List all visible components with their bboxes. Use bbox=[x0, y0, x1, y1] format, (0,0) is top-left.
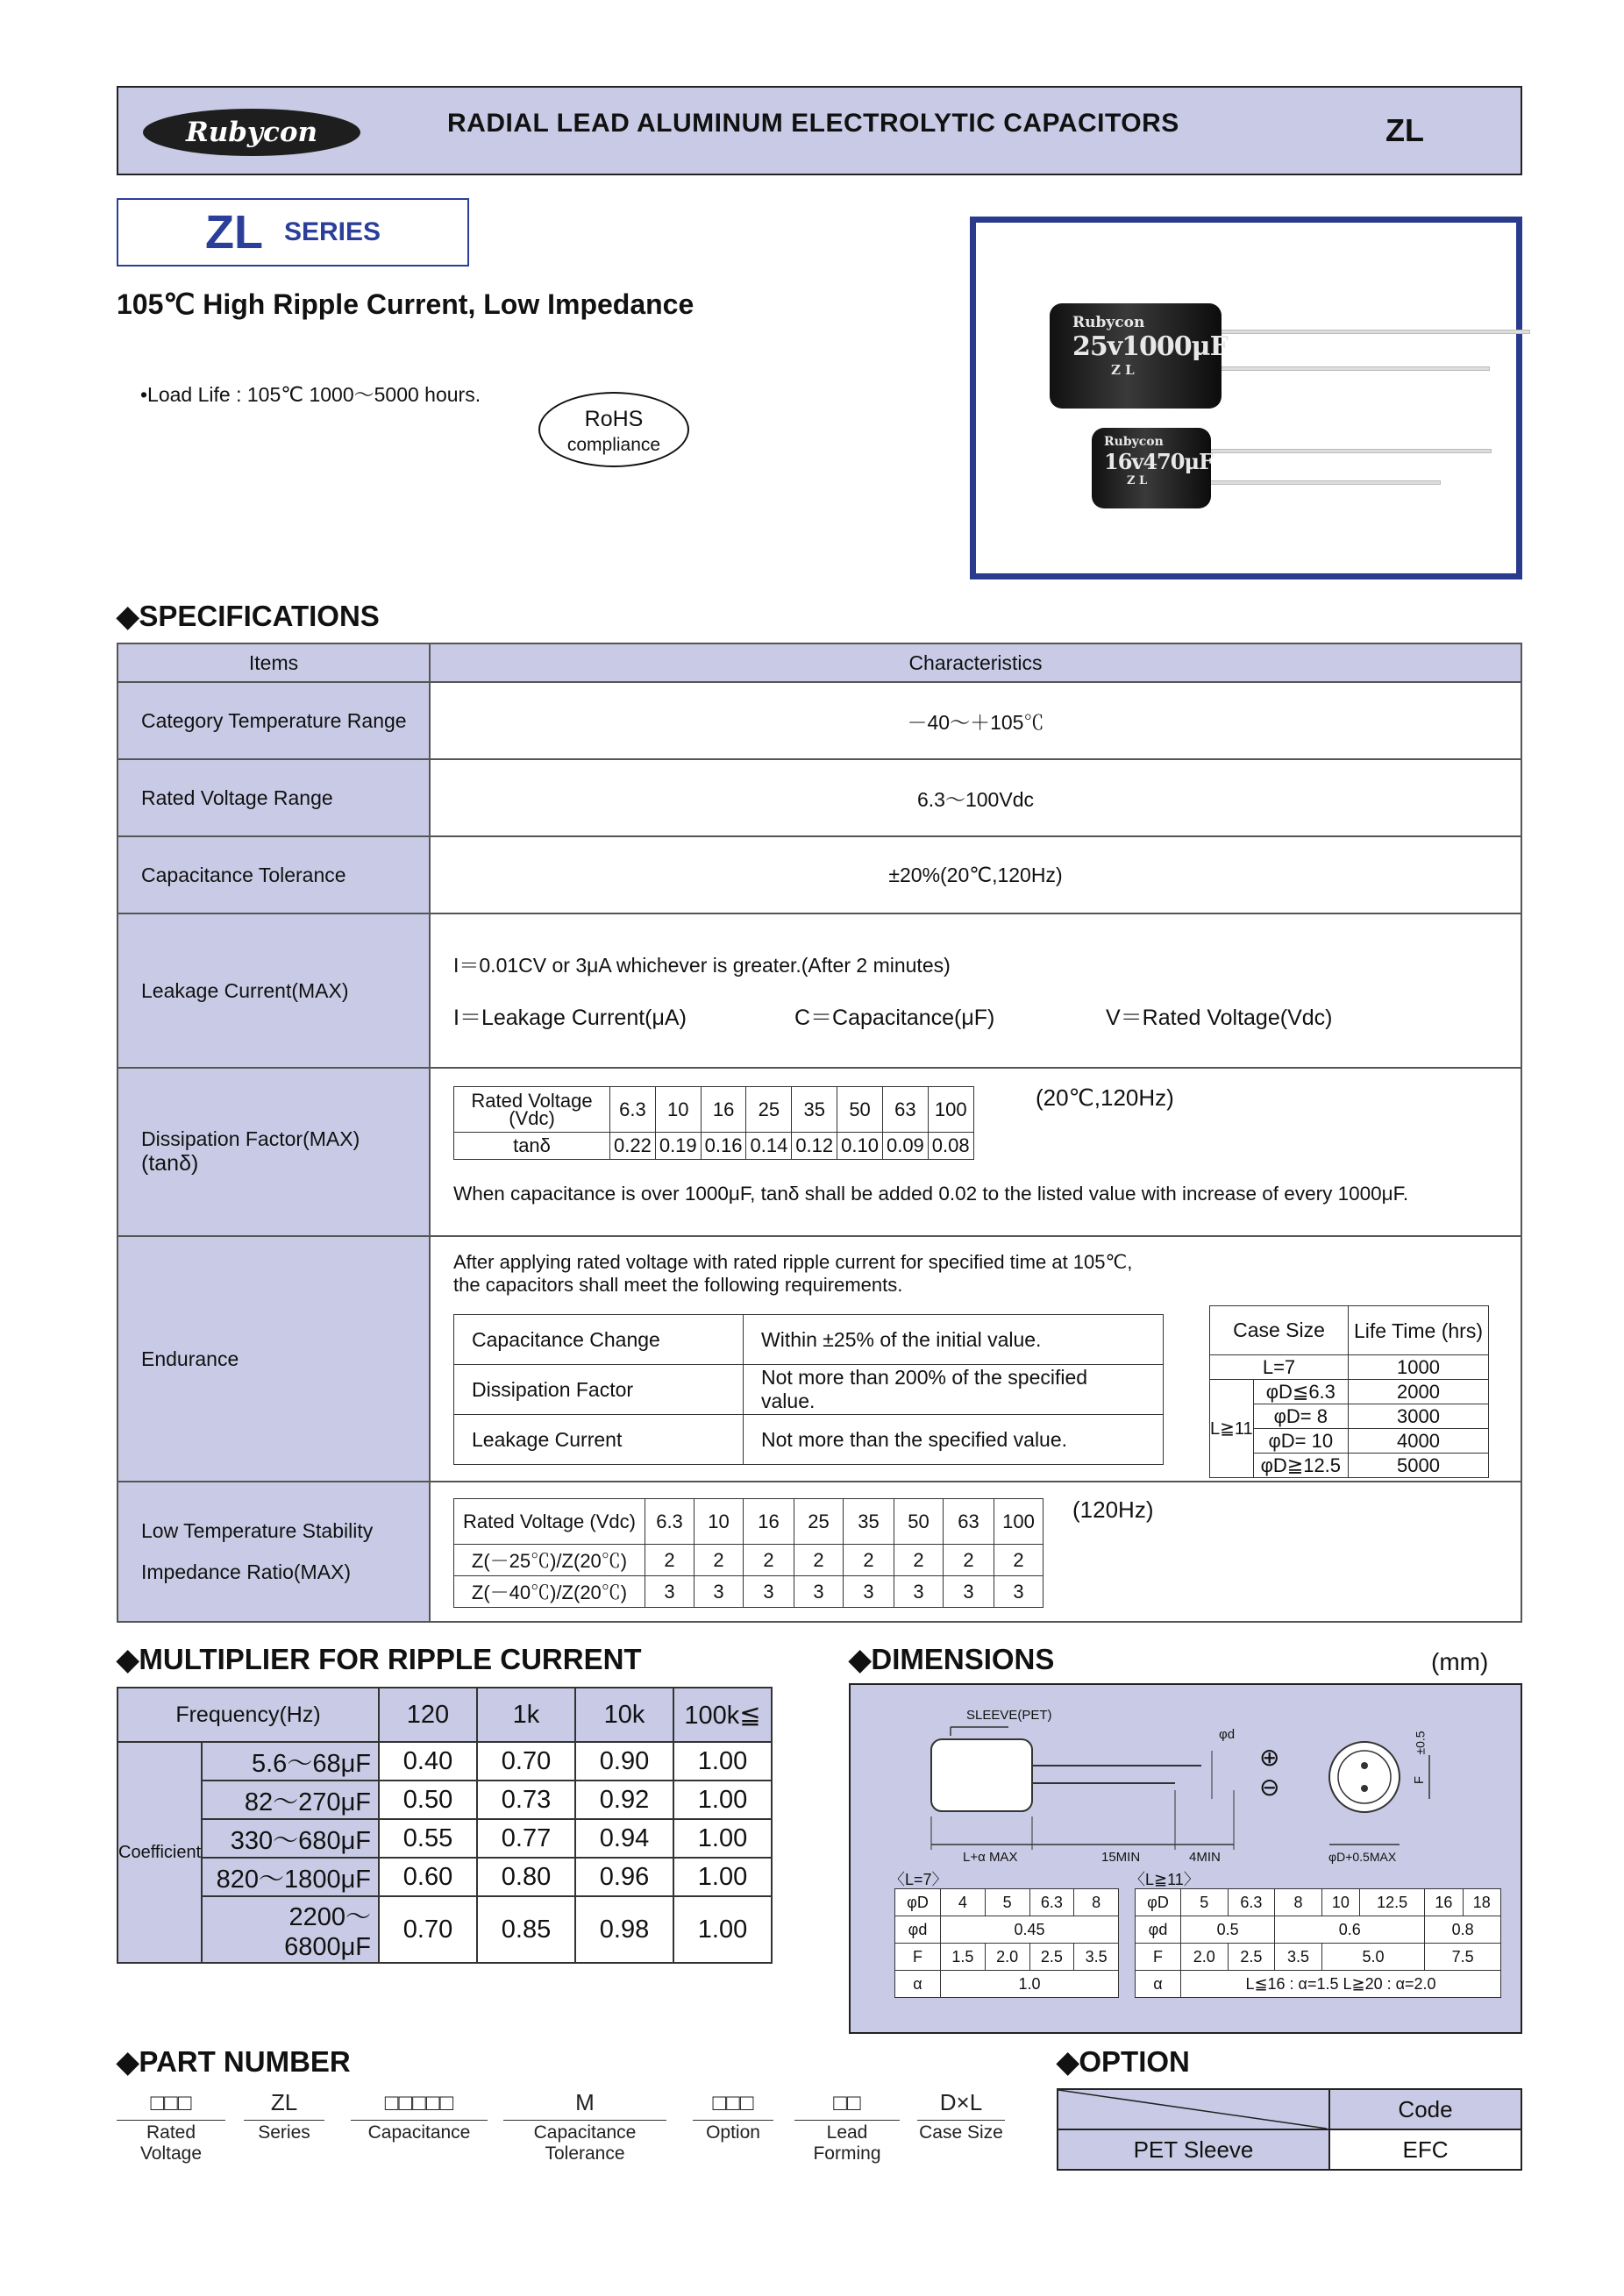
min4-label: 4MIN bbox=[1189, 1850, 1221, 1865]
cap-range: 330～680μF bbox=[202, 1819, 379, 1858]
req-value: Not more than the specified value. bbox=[744, 1415, 1164, 1465]
df-label-text: Dissipation Factor(MAX) bbox=[141, 1127, 360, 1150]
df-tan: 0.14 bbox=[746, 1133, 792, 1160]
rohs-line1: RoHS bbox=[584, 407, 644, 431]
freq: 1k bbox=[477, 1688, 575, 1742]
multiplier: 0.70 bbox=[477, 1742, 575, 1781]
endurance-requirements bbox=[453, 1314, 1164, 1465]
multiplier: 0.60 bbox=[379, 1858, 477, 1896]
dim-cell: 1.5 bbox=[941, 1944, 986, 1971]
life-case: φD≦6.3 bbox=[1253, 1380, 1348, 1404]
dim-head: φD bbox=[895, 1889, 941, 1916]
lts-condition: (120Hz) bbox=[1072, 1496, 1154, 1523]
dim-cell: 12.5 bbox=[1360, 1889, 1425, 1916]
min15-label: 15MIN bbox=[1101, 1850, 1141, 1865]
part-caption: Capacitance bbox=[367, 2122, 471, 2143]
life-case: φD= 8 bbox=[1253, 1404, 1348, 1429]
dim-row bbox=[1136, 1944, 1501, 1971]
spec-row bbox=[118, 682, 1521, 759]
multiplier: 0.85 bbox=[477, 1896, 575, 1963]
spec-row bbox=[118, 1068, 1521, 1236]
dim-head: φd bbox=[895, 1916, 941, 1944]
temp-value: －40～＋105℃ bbox=[430, 682, 1521, 759]
part-code: D×L bbox=[917, 2089, 1005, 2121]
dim-cell: 7.5 bbox=[1425, 1944, 1501, 1971]
ripple-heading: ◆MULTIPLIER FOR RIPPLE CURRENT bbox=[117, 1643, 642, 1675]
df-cell bbox=[430, 1068, 1521, 1236]
lts-row-25 bbox=[454, 1545, 1043, 1576]
life-row bbox=[1210, 1380, 1489, 1404]
life-hours: 1000 bbox=[1349, 1355, 1489, 1380]
dim-head: φd bbox=[1136, 1916, 1181, 1944]
part-caption: Lead Forming bbox=[813, 2122, 881, 2164]
multiplier: 0.80 bbox=[477, 1858, 575, 1896]
ripple-row bbox=[118, 1742, 772, 1781]
l7-label: 〈L=7〉 bbox=[889, 1871, 948, 1888]
spec-row bbox=[118, 913, 1521, 1068]
cap-range: 82～270μF bbox=[202, 1781, 379, 1819]
l7-table bbox=[894, 1888, 1119, 1998]
dimensions-heading: ◆DIMENSIONS bbox=[849, 1643, 1055, 1675]
multiplier: 0.94 bbox=[575, 1819, 673, 1858]
option-row bbox=[1058, 2129, 1521, 2170]
req-row bbox=[454, 1365, 1164, 1415]
tolerance-label: Capacitance Tolerance bbox=[118, 836, 430, 913]
leakage-c: C＝Capacitance(μF) bbox=[794, 1006, 995, 1030]
option-name: PET Sleeve bbox=[1058, 2129, 1329, 2170]
multiplier: 1.00 bbox=[673, 1781, 772, 1819]
series-box bbox=[117, 198, 469, 267]
ripple-freq-row bbox=[118, 1688, 772, 1742]
endurance-intro-1: After applying rated voltage with rated ripple current for specified time at 105℃, bbox=[453, 1251, 1133, 1273]
option-header-row bbox=[1058, 2089, 1521, 2129]
dim-cell: 10 bbox=[1321, 1889, 1359, 1916]
multiplier: 0.98 bbox=[575, 1896, 673, 1963]
capacitor-series: Z L bbox=[1111, 362, 1135, 378]
sleeve-label: SLEEVE(PET) bbox=[966, 1708, 1052, 1723]
df-tan: 0.22 bbox=[610, 1133, 656, 1160]
dim-head: α bbox=[1136, 1971, 1181, 1998]
part-caption: Option bbox=[706, 2122, 760, 2143]
endurance-label: Endurance bbox=[118, 1236, 430, 1482]
df-condition: (20℃,120Hz) bbox=[1036, 1084, 1174, 1111]
df-tan: 0.08 bbox=[928, 1133, 973, 1160]
multiplier: 0.73 bbox=[477, 1781, 575, 1819]
dimension-drawing bbox=[851, 1685, 1524, 1887]
part-code: □□ bbox=[794, 2089, 900, 2121]
dim-row bbox=[895, 1944, 1119, 1971]
part-number-heading: ◆PART NUMBER bbox=[117, 2045, 351, 2078]
dim-head: φD bbox=[1136, 1889, 1181, 1916]
specifications-heading: ◆SPECIFICATIONS bbox=[117, 600, 380, 632]
product-photo bbox=[970, 217, 1522, 579]
dimensions-unit: (mm) bbox=[1431, 1648, 1489, 1675]
dim-cell: L≦16 : α=1.5 L≧20 : α=2.0 bbox=[1181, 1971, 1501, 1998]
lts-label-1: Low Temperature Stability bbox=[141, 1519, 374, 1542]
life-case: φD= 10 bbox=[1253, 1429, 1348, 1454]
length-label: L+α MAX bbox=[963, 1850, 1018, 1865]
part-code: □□□ bbox=[117, 2089, 225, 2121]
req-row bbox=[454, 1415, 1164, 1465]
df-voltage: 50 bbox=[837, 1087, 883, 1133]
part-code: M bbox=[503, 2089, 666, 2121]
option-diagonal-cell bbox=[1058, 2089, 1329, 2129]
freq: 120 bbox=[379, 1688, 477, 1742]
ripple-row bbox=[118, 1819, 772, 1858]
df-voltage: 35 bbox=[792, 1087, 837, 1133]
life-time-table bbox=[1209, 1305, 1489, 1478]
dim-cell: 6.3 bbox=[1029, 1889, 1074, 1916]
req-value: Not more than 200% of the specified value. bbox=[744, 1365, 1164, 1415]
multiplier: 1.00 bbox=[673, 1742, 772, 1781]
header-bar bbox=[117, 86, 1522, 175]
df-voltage: 6.3 bbox=[610, 1087, 656, 1133]
temp-label: Category Temperature Range bbox=[118, 682, 430, 759]
endurance-intro-2: the capacitors shall meet the following requirements. bbox=[453, 1274, 903, 1296]
spec-row bbox=[118, 1482, 1521, 1622]
dim-cell: 18 bbox=[1463, 1889, 1500, 1916]
dim-cell: 4 bbox=[941, 1889, 986, 1916]
tolerance-value: ±20%(20℃,120Hz) bbox=[430, 836, 1521, 913]
dim-row bbox=[895, 1889, 1119, 1916]
capacitor-lead bbox=[1167, 449, 1492, 453]
req-row bbox=[454, 1315, 1164, 1365]
df-voltage: 10 bbox=[655, 1087, 701, 1133]
option-table bbox=[1057, 2088, 1522, 2171]
ripple-table bbox=[117, 1687, 773, 1964]
dim-cell: 5 bbox=[1181, 1889, 1229, 1916]
lts-cell bbox=[430, 1482, 1521, 1622]
life-time-header: Life Time (hrs) bbox=[1349, 1306, 1489, 1355]
lts-voltage: 100 bbox=[994, 1499, 1043, 1545]
lts-row-40 bbox=[454, 1576, 1043, 1608]
life-row bbox=[1210, 1355, 1489, 1380]
df-voltage: 100 bbox=[928, 1087, 973, 1133]
ripple-row bbox=[118, 1858, 772, 1896]
minus-icon: ⊖ bbox=[1259, 1774, 1280, 1801]
rohs-line2: compliance bbox=[566, 435, 661, 455]
part-caption: Case Size bbox=[919, 2122, 1003, 2143]
dimensions-box bbox=[849, 1683, 1522, 2034]
df-rv-label: Rated Voltage (Vdc) bbox=[454, 1087, 610, 1133]
df-table bbox=[453, 1086, 974, 1160]
lts-voltage: 50 bbox=[894, 1499, 944, 1545]
req-value: Within ±25% of the initial value. bbox=[744, 1315, 1164, 1365]
capacitor-lead bbox=[1213, 330, 1530, 334]
part-caption: Series bbox=[258, 2122, 310, 2143]
lts-ratio: 2 bbox=[744, 1545, 794, 1576]
multiplier: 1.00 bbox=[673, 1858, 772, 1896]
dim-cell: 2.0 bbox=[985, 1944, 1029, 1971]
multiplier: 0.96 bbox=[575, 1858, 673, 1896]
rubycon-logo: Rubycon bbox=[143, 109, 360, 156]
dim-row bbox=[895, 1971, 1119, 1998]
lts-ratio-label: Z(－40℃)/Z(20℃) bbox=[454, 1576, 645, 1608]
df-tan: 0.16 bbox=[701, 1133, 746, 1160]
dmax-label: φD+0.5MAX bbox=[1328, 1850, 1397, 1864]
multiplier: 0.70 bbox=[379, 1896, 477, 1963]
header-series-code: ZL bbox=[1385, 112, 1424, 148]
req-item: Capacitance Change bbox=[454, 1315, 744, 1365]
l11-table bbox=[1135, 1888, 1501, 1998]
df-tan: 0.12 bbox=[792, 1133, 837, 1160]
cap-range: 2200～6800μF bbox=[202, 1896, 379, 1963]
lts-voltage-row bbox=[454, 1499, 1043, 1545]
life-hours: 3000 bbox=[1349, 1404, 1489, 1429]
lts-voltage: 25 bbox=[794, 1499, 844, 1545]
life-l11-label: L≧11 bbox=[1210, 1380, 1254, 1478]
dim-head: F bbox=[895, 1944, 941, 1971]
dim-cell: 16 bbox=[1425, 1889, 1463, 1916]
l11-label: 〈L≧11〉 bbox=[1129, 1871, 1200, 1888]
part-caption: Rated Voltage bbox=[139, 2122, 203, 2164]
life-hours: 4000 bbox=[1349, 1429, 1489, 1454]
ripple-row bbox=[118, 1781, 772, 1819]
lts-ratio: 2 bbox=[944, 1545, 994, 1576]
part-field bbox=[117, 2089, 225, 2164]
capacitor-large bbox=[1050, 303, 1228, 409]
capacitor-lead bbox=[1213, 366, 1490, 371]
ripple-row bbox=[118, 1896, 772, 1963]
life-case-size-header: Case Size bbox=[1210, 1306, 1349, 1355]
df-voltage: 25 bbox=[746, 1087, 792, 1133]
dim-cell: 2.5 bbox=[1228, 1944, 1275, 1971]
lts-label bbox=[118, 1482, 430, 1622]
life-case: L=7 bbox=[1210, 1355, 1349, 1380]
lts-ratio: 2 bbox=[794, 1545, 844, 1576]
df-tan-label: tanδ bbox=[454, 1133, 610, 1160]
dim-cell: 0.5 bbox=[1181, 1916, 1275, 1944]
capacitor-brand: Rubycon bbox=[1104, 435, 1164, 449]
dim-cell: 2.0 bbox=[1181, 1944, 1229, 1971]
dim-cell: 0.8 bbox=[1425, 1916, 1501, 1944]
df-note: When capacitance is over 1000μF, tanδ shall be added 0.02 to the listed value with increase of every 1000μF. bbox=[453, 1183, 1409, 1205]
load-life: •Load Life : 105℃ 1000～5000 hours. bbox=[140, 383, 481, 406]
lts-table bbox=[453, 1498, 1043, 1608]
lts-ratio: 3 bbox=[694, 1576, 744, 1608]
spec-row bbox=[118, 759, 1521, 836]
leakage-i: I＝Leakage Current(μA) bbox=[453, 1006, 687, 1030]
part-field bbox=[351, 2089, 488, 2143]
dim-row bbox=[1136, 1916, 1501, 1944]
freq: 10k bbox=[575, 1688, 673, 1742]
dim-head: F bbox=[1136, 1944, 1181, 1971]
leakage-cell bbox=[430, 913, 1521, 1068]
series-label: SERIES bbox=[283, 217, 381, 246]
part-field bbox=[794, 2089, 900, 2164]
leakage-formula: I＝0.01CV or 3μA whichever is greater.(After 2 minutes) bbox=[453, 954, 951, 977]
lts-ratio: 2 bbox=[844, 1545, 894, 1576]
lts-rv-label: Rated Voltage (Vdc) bbox=[454, 1499, 645, 1545]
capacitor-rating: 25v1000μF bbox=[1072, 331, 1228, 362]
spec-row bbox=[118, 1236, 1521, 1482]
lts-ratio-label: Z(－25℃)/Z(20℃) bbox=[454, 1545, 645, 1576]
multiplier: 0.90 bbox=[575, 1742, 673, 1781]
part-code: □□□ bbox=[693, 2089, 773, 2121]
df-tan-row bbox=[454, 1133, 974, 1160]
dim-row bbox=[895, 1916, 1119, 1944]
leakage-v: V＝Rated Voltage(Vdc) bbox=[1106, 1006, 1333, 1030]
life-header-row bbox=[1210, 1306, 1489, 1355]
f-tol-label: ±0.5 bbox=[1413, 1731, 1428, 1755]
voltage-label: Rated Voltage Range bbox=[118, 759, 430, 836]
dim-cell: 5 bbox=[985, 1889, 1029, 1916]
lts-ratio: 3 bbox=[744, 1576, 794, 1608]
df-tan: 0.09 bbox=[882, 1133, 928, 1160]
df-voltage: 63 bbox=[882, 1087, 928, 1133]
header-title: RADIAL LEAD ALUMINUM ELECTROLYTIC CAPACITORS bbox=[447, 109, 1179, 138]
multiplier: 1.00 bbox=[673, 1819, 772, 1858]
lts-voltage: 10 bbox=[694, 1499, 744, 1545]
spec-row bbox=[118, 836, 1521, 913]
lts-ratio: 3 bbox=[844, 1576, 894, 1608]
cap-range: 5.6～68μF bbox=[202, 1742, 379, 1781]
lts-voltage: 6.3 bbox=[645, 1499, 694, 1545]
spec-header-row bbox=[118, 643, 1521, 682]
lts-ratio: 2 bbox=[994, 1545, 1043, 1576]
capacitor-small bbox=[1092, 428, 1214, 508]
dim-cell: 3.5 bbox=[1074, 1944, 1119, 1971]
multiplier: 0.77 bbox=[477, 1819, 575, 1858]
part-code: ZL bbox=[244, 2089, 324, 2121]
multiplier: 0.92 bbox=[575, 1781, 673, 1819]
freq-label: Frequency(Hz) bbox=[118, 1688, 379, 1742]
dim-cell: 2.5 bbox=[1029, 1944, 1074, 1971]
endurance-cell bbox=[430, 1236, 1521, 1482]
option-heading: ◆OPTION bbox=[1057, 2045, 1190, 2078]
multiplier: 0.50 bbox=[379, 1781, 477, 1819]
lts-ratio: 2 bbox=[894, 1545, 944, 1576]
specifications-table bbox=[117, 643, 1522, 1623]
df-tan: 0.19 bbox=[655, 1133, 701, 1160]
lts-ratio: 3 bbox=[994, 1576, 1043, 1608]
df-label-sub: (tanδ) bbox=[141, 1151, 199, 1176]
df-voltage-row bbox=[454, 1087, 974, 1133]
multiplier: 0.55 bbox=[379, 1819, 477, 1858]
part-field bbox=[917, 2089, 1005, 2143]
tagline: 105℃ High Ripple Current, Low Impedance bbox=[117, 288, 694, 320]
col-items: Items bbox=[118, 643, 430, 682]
lts-ratio: 3 bbox=[794, 1576, 844, 1608]
life-hours: 5000 bbox=[1349, 1454, 1489, 1478]
lts-ratio: 2 bbox=[694, 1545, 744, 1576]
life-case: φD≧12.5 bbox=[1253, 1454, 1348, 1478]
capacitor-brand: Rubycon bbox=[1072, 314, 1145, 331]
diagonal-line bbox=[1058, 2090, 1327, 2129]
lts-ratio: 3 bbox=[645, 1576, 694, 1608]
multiplier: 0.40 bbox=[379, 1742, 477, 1781]
lts-voltage: 35 bbox=[844, 1499, 894, 1545]
coefficient-label: Coefficient bbox=[118, 1742, 202, 1963]
dim-cell: 3.5 bbox=[1275, 1944, 1322, 1971]
rohs-badge bbox=[538, 392, 689, 467]
lts-ratio: 3 bbox=[894, 1576, 944, 1608]
req-item: Leakage Current bbox=[454, 1415, 744, 1465]
lts-label-2: Impedance Ratio(MAX) bbox=[141, 1560, 352, 1583]
dim-cell: 0.6 bbox=[1275, 1916, 1425, 1944]
lts-voltage: 63 bbox=[944, 1499, 994, 1545]
req-item: Dissipation Factor bbox=[454, 1365, 744, 1415]
df-voltage: 16 bbox=[701, 1087, 746, 1133]
dim-row bbox=[1136, 1889, 1501, 1916]
df-label bbox=[118, 1068, 430, 1236]
plus-icon: ⊕ bbox=[1259, 1744, 1280, 1771]
dim-cell: 8 bbox=[1074, 1889, 1119, 1916]
col-characteristics: Characteristics bbox=[430, 643, 1521, 682]
freq: 100k≦ bbox=[673, 1688, 772, 1742]
lts-ratio: 3 bbox=[944, 1576, 994, 1608]
leakage-label: Leakage Current(MAX) bbox=[118, 913, 430, 1068]
dim-cell: 8 bbox=[1275, 1889, 1322, 1916]
df-tan: 0.10 bbox=[837, 1133, 883, 1160]
capacitor-rating: 16v470μF bbox=[1104, 449, 1214, 474]
part-code: □□□□□ bbox=[351, 2089, 488, 2121]
part-field bbox=[503, 2089, 666, 2164]
voltage-value: 6.3～100Vdc bbox=[430, 759, 1521, 836]
lts-voltage: 16 bbox=[744, 1499, 794, 1545]
option-code-header: Code bbox=[1329, 2089, 1521, 2129]
dim-cell: 1.0 bbox=[941, 1971, 1119, 1998]
lead-dia-label: φd bbox=[1219, 1727, 1236, 1742]
lts-ratio: 2 bbox=[645, 1545, 694, 1576]
capacitor-series: Z L bbox=[1127, 474, 1148, 487]
part-field bbox=[244, 2089, 324, 2143]
option-code: EFC bbox=[1329, 2129, 1521, 2170]
multiplier: 1.00 bbox=[673, 1896, 772, 1963]
dim-cell: 5.0 bbox=[1321, 1944, 1425, 1971]
part-field bbox=[693, 2089, 773, 2143]
dim-cell: 0.45 bbox=[941, 1916, 1119, 1944]
dim-row bbox=[1136, 1971, 1501, 1998]
life-hours: 2000 bbox=[1349, 1380, 1489, 1404]
part-caption: Capacitance Tolerance bbox=[533, 2122, 637, 2164]
f-label: F bbox=[1412, 1775, 1428, 1785]
dim-cell: 6.3 bbox=[1228, 1889, 1275, 1916]
series-name: ZL bbox=[204, 206, 263, 259]
dim-head: α bbox=[895, 1971, 941, 1998]
cap-range: 820～1800μF bbox=[202, 1858, 379, 1896]
